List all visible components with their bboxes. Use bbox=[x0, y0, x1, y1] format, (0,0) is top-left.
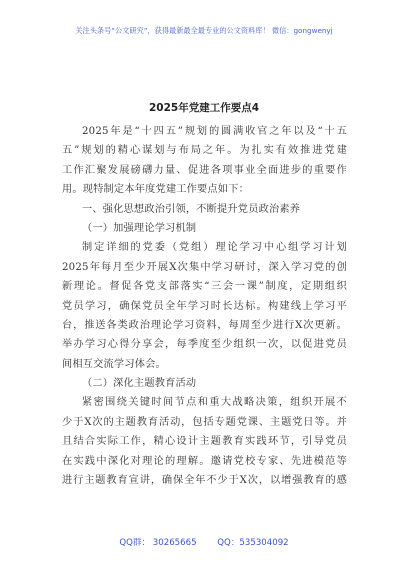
body-line: 用。现特制定本年度党建工作要点如下： bbox=[62, 184, 249, 196]
body-line: 制定详细的党委（党组）理论学习中心组学习计划 bbox=[82, 242, 347, 254]
body-line: 工作汇聚发展磅礴力量、促进各项事业全面进步的重要作 bbox=[62, 164, 347, 176]
body-line: 一、强化思想政治引领，不断提升党员政治素养 bbox=[82, 203, 301, 215]
body-line: 台，推送各类政治理论学习资料，每周至少进行X次更新。 bbox=[62, 319, 347, 331]
footer-qq-group: QQ群： 30265665 bbox=[119, 538, 197, 548]
body-line: 间相互交流学习体会。 bbox=[62, 358, 166, 370]
footer-contact bbox=[0, 536, 408, 548]
body-line: 紧密围绕关键时间节点和重大战略决策，组织开展不 bbox=[82, 397, 347, 409]
body-line: 2025年每月至少开展X次集中学习研讨，深入学习党的创 bbox=[62, 261, 347, 273]
body-line: 且结合实际工作，精心设计主题教育实践环节，引导党员 bbox=[62, 436, 347, 448]
body-line: （二）深化主题教育活动 bbox=[82, 378, 197, 390]
body-line: 在实践中深化对理论的理解。邀请党校专家、先进模范等 bbox=[62, 455, 347, 467]
body-line: （一）加强理论学习机制 bbox=[82, 222, 197, 234]
body-line: 五”规划的精心谋划与布局之年。为扎实有效推进党建 bbox=[62, 145, 347, 157]
footer-qq-number: QQ：535304092 bbox=[217, 538, 289, 548]
body-line: 2025年是“十四五”规划的圆满收官之年以及“十五 bbox=[82, 126, 347, 137]
body-line: 新理论。督促各党支部落实“三会一课”制度，定期组织 bbox=[62, 281, 347, 293]
body-line: 少于X次的主题教育活动，包括专题党课、主题党日等。并 bbox=[62, 416, 347, 428]
body-line: 进行主题教育宣讲，确保全年不少于X次，以增强教育的感 bbox=[62, 475, 347, 487]
document-body bbox=[62, 122, 347, 490]
body-line: 党员学习，确保党员全年学习时长达标。构建线上学习平 bbox=[62, 300, 347, 312]
header-promo-note: 关注头条号“公文研究”，获得最新最全最专业的公文资料库！ 微信：gongwenyj bbox=[75, 26, 333, 35]
body-line: 举办学习心得分享会，每季度至少组织一次，以促进党员 bbox=[62, 339, 347, 351]
document-title: 2025年党建工作要点4 bbox=[148, 102, 260, 114]
